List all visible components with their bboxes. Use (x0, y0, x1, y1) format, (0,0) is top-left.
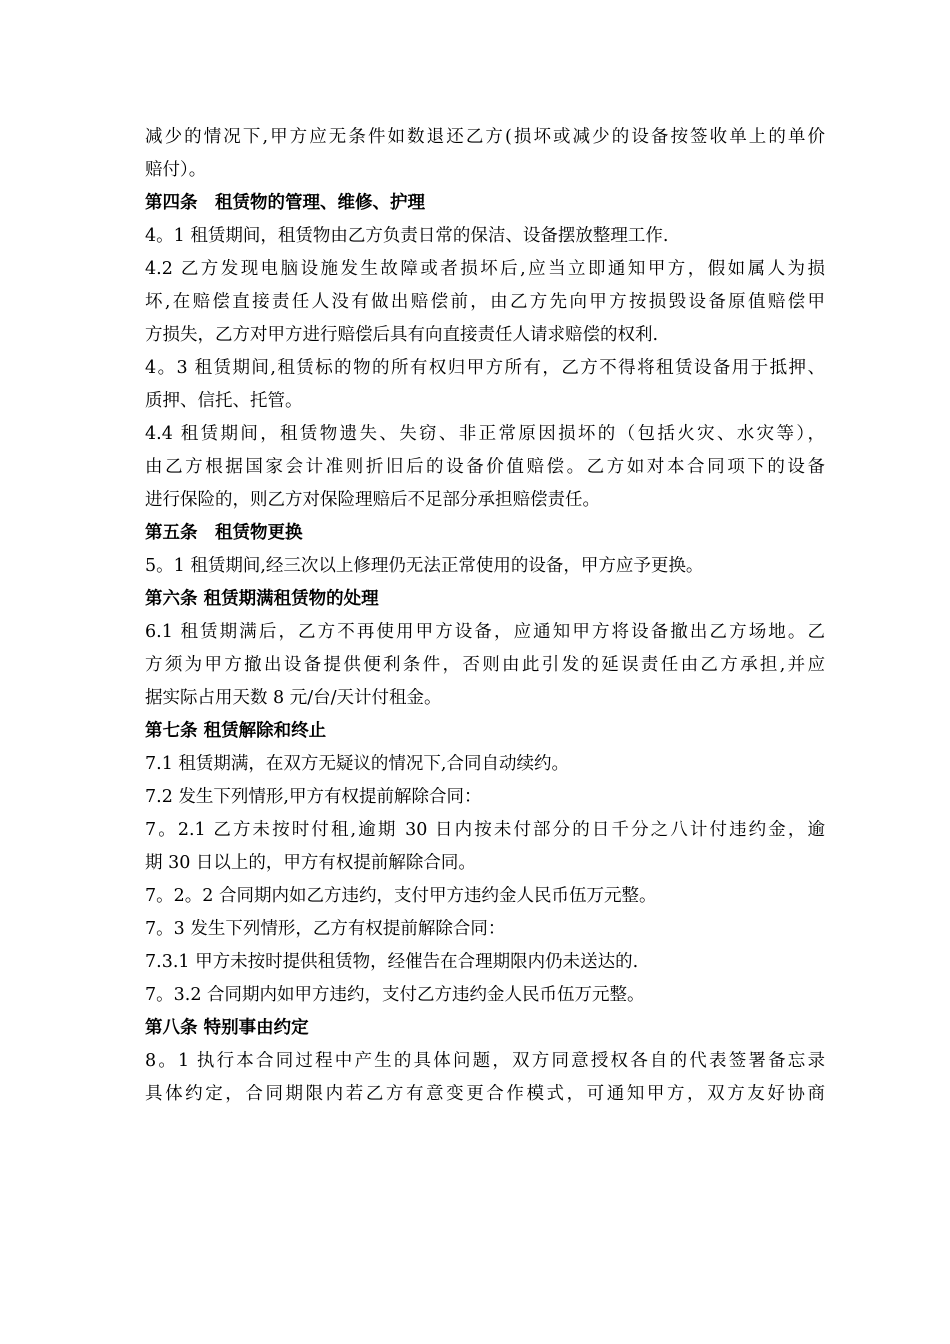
paragraph-4-1 (145, 220, 825, 253)
paragraph-4-4 (145, 418, 825, 517)
text-line: 7。2。2 合同期内如乙方违约，支付甲方违约金人民币伍万元整。 (145, 886, 657, 906)
section-heading-article-6: 第六条 租赁期满租赁物的处理 (145, 589, 379, 609)
text-line: 据实际占用天数 8 元/台/天计付租金。 (145, 688, 442, 708)
text-line: 7.2 发生下列情形,甲方有权提前解除合同： (145, 787, 482, 807)
text-line: 由乙方根据国家会计准则折旧后的设备价值赔偿。乙方如对本合同项下的设备 (145, 457, 825, 477)
text-line: 减少的情况下,甲方应无条件如数退还乙方(损坏或减少的设备按签收单上的单价 (145, 127, 825, 147)
text-line: 6.1 租赁期满后，乙方不再使用甲方设备，应通知甲方将设备撤出乙方场地。乙 (145, 622, 825, 642)
paragraph-7-3-1 (145, 946, 825, 979)
text-line: 4。3 租赁期间,租赁标的物的所有权归甲方所有，乙方不得将租赁设备用于抵押、 (145, 358, 825, 378)
paragraph-8-1 (145, 1045, 825, 1111)
text-line: 8。1 执行本合同过程中产生的具体问题，双方同意授权各自的代表签署备忘录 (145, 1051, 825, 1071)
text-line: 进行保险的，则乙方对保险理赔后不足部分承担赔偿责任。 (145, 490, 600, 510)
text-line: 坏,在赔偿直接责任人没有做出赔偿前，由乙方先向甲方按损毁设备原值赔偿甲 (145, 292, 825, 312)
text-line: 4.4 租赁期间，租赁物遗失、失窃、非正常原因损坏的（包括火灾、水灾等）， (145, 424, 825, 444)
paragraph-7-3 (145, 913, 825, 946)
paragraph-5-1 (145, 550, 825, 583)
section-heading-article-5: 第五条 租赁物更换 (145, 523, 303, 543)
paragraph-7-2-2 (145, 880, 825, 913)
text-line: 7。3 发生下列情形，乙方有权提前解除合同： (145, 919, 506, 939)
paragraph-6-1 (145, 616, 825, 715)
text-line: 7。3.2 合同期内如甲方违约，支付乙方违约金人民币伍万元整。 (145, 985, 645, 1005)
paragraph-return-terms (145, 121, 825, 187)
text-line: 具体约定，合同期限内若乙方有意变更合作模式，可通知甲方，双方友好协商 (145, 1084, 825, 1104)
text-line: 4。1 租赁期间，租赁物由乙方负责日常的保洁、设备摆放整理工作. (145, 226, 669, 246)
text-line: 4.2 乙方发现电脑设施发生故障或者损坏后,应当立即通知甲方，假如属人为损 (145, 259, 825, 279)
text-line: 5。1 租赁期间,经三次以上修理仍无法正常使用的设备，甲方应予更换。 (145, 556, 704, 576)
text-line: 期 30 日以上的，甲方有权提前解除合同。 (145, 853, 476, 873)
text-line: 7.1 租赁期满，在双方无疑议的情况下,合同自动续约。 (145, 754, 569, 774)
paragraph-7-1 (145, 748, 825, 781)
text-line: 7.3.1 甲方未按时提供租赁物，经催告在合理期限内仍未送达的. (145, 952, 639, 972)
section-heading-article-8: 第八条 特别事由约定 (145, 1018, 309, 1038)
text-line: 赔付）。 (145, 160, 207, 180)
paragraph-7-2 (145, 781, 825, 814)
section-heading-article-7: 第七条 租赁解除和终止 (145, 721, 327, 741)
text-line: 方须为甲方撤出设备提供便利条件，否则由此引发的延误责任由乙方承担,并应 (145, 655, 825, 675)
text-line: 7。2.1 乙方未按时付租,逾期 30 日内按未付部分的日千分之八计付违约金，逾 (145, 820, 825, 840)
paragraph-4-2 (145, 253, 825, 352)
document-body (145, 121, 825, 1111)
paragraph-4-3 (145, 352, 825, 418)
text-line: 方损失，乙方对甲方进行赔偿后具有向直接责任人请求赔偿的权利. (145, 325, 659, 345)
text-line: 质押、信托、托管。 (145, 391, 303, 411)
section-heading-article-4: 第四条 租赁物的管理、维修、护理 (145, 193, 425, 213)
paragraph-7-3-2 (145, 979, 825, 1012)
paragraph-7-2-1 (145, 814, 825, 880)
